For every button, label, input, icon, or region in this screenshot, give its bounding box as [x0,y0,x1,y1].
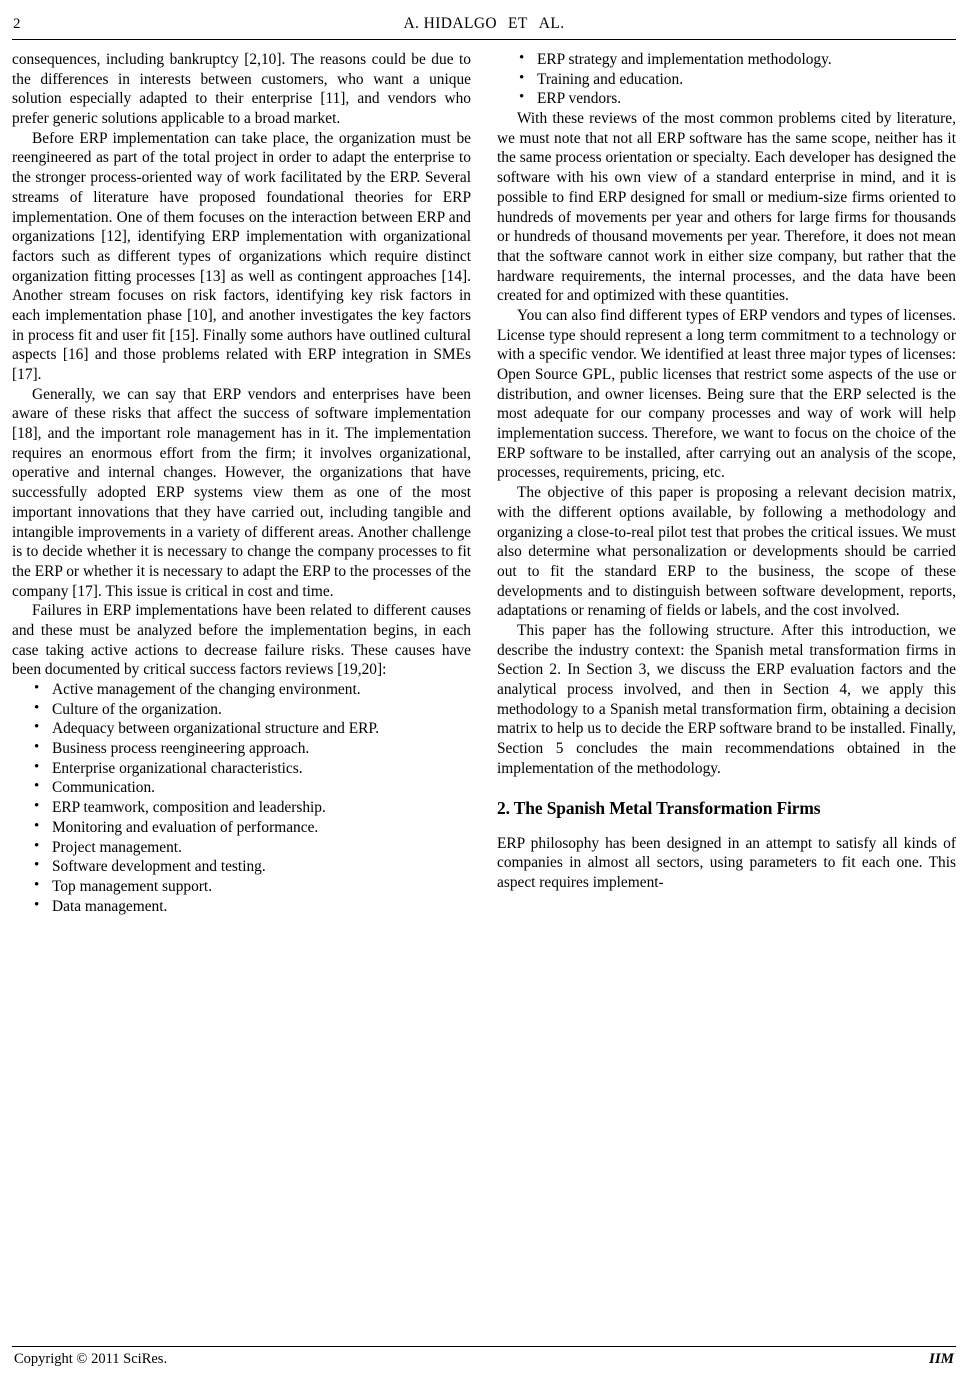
list-item: • Active management of the changing environment. [12,680,471,700]
right-column [497,50,956,1318]
running-title-part-2: ET [508,15,528,32]
list-item: • Adequacy between organizational structure and ERP. [12,719,471,739]
running-title-part-3: AL. [538,15,565,32]
left-column [12,50,471,1318]
list-item: • ERP strategy and implementation methodology. [497,50,956,70]
paragraph: Failures in ERP implementations have been related to different causes and these must be analyzed before the implementation begins, in each case taking active actions to decrease failure risks. These causes have been documented by critical success factors reviews [19,20]: [12,602,471,679]
paragraph: You can also find different types of ERP vendors and types of licenses. License type should represent a long term commitment to a technology or with a specific vendor. We identified at least three major types of licenses: Open Source GPL, public licenses that restrict some aspects of the use or distribution, and owner licenses. Being sure that the ERP selected is the most adequate for our company processes and way of work will help implementation success. Therefore, we want to focus on the choice of the ERP software to be installed, after carrying out an analysis of the scope, processes, requirements, pricing, etc. [497,306,956,482]
journal-abbreviation: IIM [928,1351,954,1367]
section-heading: 2. The Spanish Metal Transformation Firms [497,798,821,819]
list-item: • Software development and testing. [12,857,471,877]
list-item: • Training and education. [497,70,956,90]
list-item: • ERP vendors. [497,89,956,109]
list-item: • Data management. [12,897,471,917]
running-head [10,10,958,38]
footer-rule [12,1346,956,1347]
page-footer [10,1346,958,1372]
list-item: • Monitoring and evaluation of performance. [12,818,471,838]
paragraph: ERP philosophy has been designed in an attempt to satisfy all kinds of companies in almost all sectors, using parameters to fit each one. This aspect requires implement- [497,834,956,892]
list-item: • Culture of the organization. [12,700,471,720]
running-title-part-1: A. HIDALGO [403,15,498,32]
list-item: • Top management support. [12,877,471,897]
list-item: • Enterprise organizational characteristics. [12,759,471,779]
list-item: • ERP teamwork, composition and leadership. [12,798,471,818]
running-title [10,10,958,38]
paragraph: Before ERP implementation can take place, the organization must be reengineered as part of the total project in order to adapt the enterprise to the stronger process-oriented way of work facilitated by the ERP. Several streams of literature have proposed foundational theories for ERP implementation. One of them focuses on the interaction between ERP and organizations [12], identifying ERP implementation with organizational factors such as different types of organizations which require distinct organization fitting processes [13] as well as contingent approaches [14]. Another stream focuses on risk factors, identifying key risk factors in each implementation phase [10], and another investigates the key factors in process fit and user fit [15]. Finally some authors have outlined cultural aspects [16] and those problems related with ERP integration in SMEs [17]. [12,129,471,383]
paragraph: With these reviews of the most common problems cited by literature, we must note that not all ERP software has the same scope, neither has it the same process orientation or specialty. Each developer has designed the software with his own view of a standard enterprise in mind, and it is possible to find ERP designed for small or medium-size firms oriented to hundreds of movements per year and others for large firms for thousands or hundreds of thousand movements per year. Therefore, it does not mean that the software cannot work in either size company, but rather that the hardware requirements, the internal processes, and the data have been created for and optimized with these quantities. [497,110,956,305]
paragraph: This paper has the following structure. After this introduction, we describe the industry context: the Spanish metal transformation firms in Section 2. In Section 3, we discuss the ERP evaluation factors and the analytical process involved, and then in Section 4, we apply this methodology to a Spanish metal transformation firm, obtaining a decision matrix to help us to decide the ERP software brand to be installed. Finally, Section 5 concludes the main recommendations obtained in the implementation of the methodology. [497,621,956,777]
list-item: • Business process reengineering approach. [12,739,471,759]
copyright-text: Copyright © 2011 SciRes. [14,1351,168,1367]
body-columns [10,50,958,1318]
list-item: • Communication. [12,778,471,798]
critical-success-factors-list-continued [497,50,956,109]
page-number: 2 [13,16,21,32]
list-item: • Project management. [12,838,471,858]
header-rule [12,39,956,40]
paragraph: consequences, including bankruptcy [2,10]. The reasons could be due to the differences in interests between customers, who want a unique solution especially adapted to their enterprise [11], and vendors who prefer generic solutions applicable to a broad market. [12,51,471,128]
paragraph: The objective of this paper is proposing a relevant decision matrix, with the different options available, by following a methodology and organizing a close-to-real pilot test that probes the critical issues. We must also determine what personalization or developments should be carried out to fit the standard ERP to the business, the scope of these developments and to distinguish between software development, reports, adaptations or renaming of fields or labels, and the cost involved. [497,484,956,620]
paragraph: Generally, we can say that ERP vendors and enterprises have been aware of these risks that affect the success of software implementation [18], and the important role management has in it. The implementation requires an enormous effort from the firm; it involves organizational, operative and internal changes. However, the organizations that have successfully adopted ERP systems view them as one of the most important innovations that they have carried out, including tangible and intangible improvements in a variety of different areas. Another challenge is to decide whether it is necessary to change the company processes to fit the ERP or whether it is necessary to adapt the ERP to the processes of the company [17]. This issue is critical in cost and time. [12,385,471,600]
critical-success-factors-list [12,680,471,916]
